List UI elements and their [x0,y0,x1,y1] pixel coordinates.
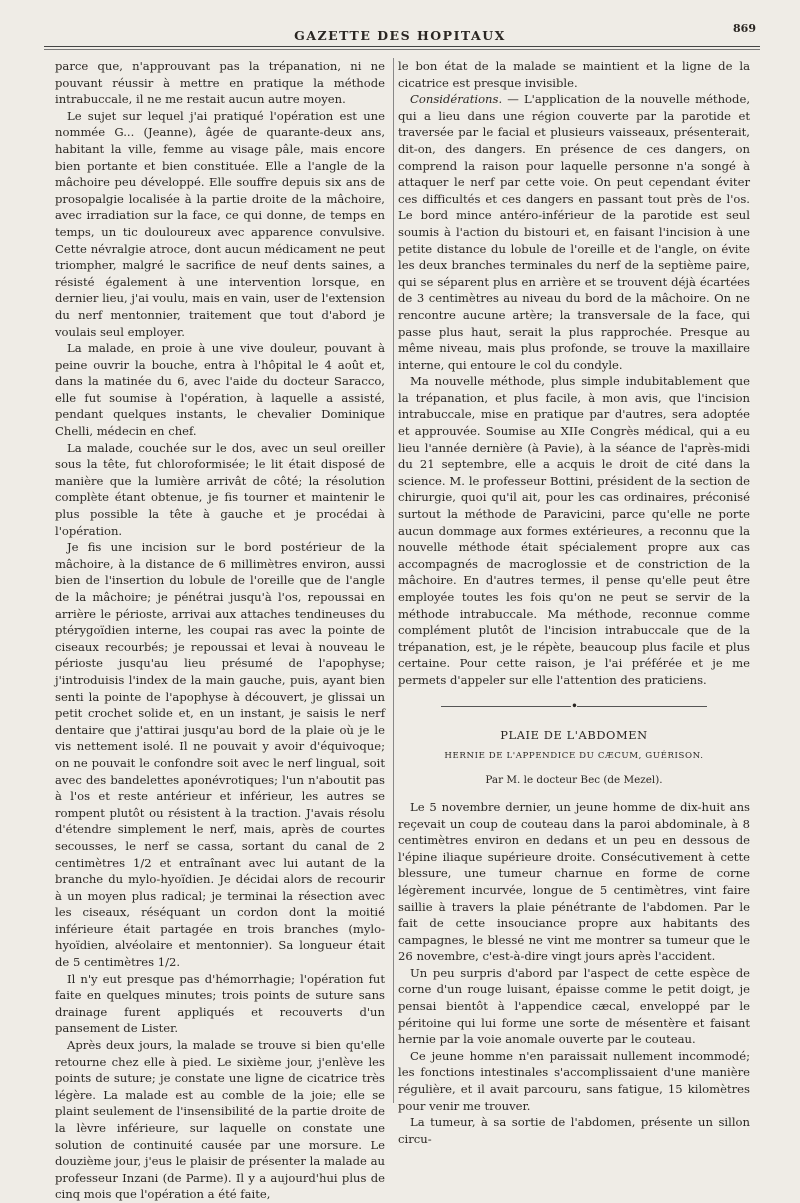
header-rule [44,46,760,47]
paragraph: Ce jeune homme n'en paraissait nullement incommodé; les fonctions intestinales s'accomplissaient d'une manière régulière, et il avait parcouru, sans fatigue, 15 kilomètres pour venir me trouver. [398,1048,750,1113]
section-title: PLAIE DE L'ABDOMEN [500,728,648,743]
page-number: 869 [733,22,756,35]
separator-ornament: • [571,700,577,712]
paragraph: parce que, n'approuvant pas la trépanation, ni ne pouvant réussir à mettre en pratique la méthode intrabuccale, il ne me restait aucun autre moyen. [55,59,385,107]
paragraph-considerations [398,91,750,373]
paragraph: Un peu surpris d'abord par l'aspect de cette espèce de corne d'un rouge luisant, épaisse comme le petit doigt, je pensai bientôt à l'appendice cæcal, enveloppé par le péritoine qui lui forme une sorte de mésentère et faisant hernie par la voie anomale ouverte par le couteau. [398,965,750,1047]
paragraph: Ma nouvelle méthode, plus simple indubitablement que la trépanation, et plus facile, à mon avis, que l'incision intrabuccale, mise en pratique par d'autres, sera adoptée et approuvée. Soumise au XIIe Congrès médical, qui a eu lieu l'année dernière (à Pavie), à la séance de l'après-midi du 21 septembre, elle a acquis le droit de cité dans la science. M. le professeur Bottini, président de la section de chirurgie, quoi qu'il ait, pour les cas ordinaires, préconisé surtout la méthode de Paravicini, parce qu'elle ne porte aucun dommage aux formes extérieures, a reconnu que la nouvelle méthode était spécialement propre aux cas accompagnés de macroglossie et de constriction de la mâchoire. En d'autres termes, il pense qu'elle peut être employée toutes les fois qu'on ne peut se servir de la méthode intrabuccale. Ma méthode, reconnue comme complément plutôt de l'incision intrabuccale que de la trépanation, est, je le répète, beaucoup plus facile et plus certaine. Pour cette raison, je l'ai préférée et je me permets d'appeler sur elle l'attention des praticiens. [398,374,750,687]
paragraph: Le sujet sur lequel j'ai pratiqué l'opération est une nommée G... (Jeanne), âgée de quarante-deux ans, habitant la ville, femme au visage pâle, mais encore bien portante et bien constituée. Elle a l'angle de la mâchoire peu développé. Elle souffre depuis six ans de prosopalgie localisée à la partie droite de la mâchoire, avec irradiation sur la face, ce qui donne, de temps en temps, un tic douloureux avec apparence convulsive. Cette névralgie atroce, dont aucun médicament ne peut triompher, malgré le sacrifice de neuf dents saines, a résisté également à une intervention lorsque, en dernier lieu, j'ai voulu, mais en vain, user de l'extension du nerf mentonnier, traitement que tout d'abord je voulais seul employer. [55,108,385,339]
paragraph: La tumeur, à sa sortie de l'abdomen, présente un sillon circu- [398,1115,750,1146]
considerations-label: Considérations. [410,92,503,107]
section-author: Par M. le docteur Bec (de Mezel). [485,774,663,787]
paragraph: La malade, en proie à une vive douleur, pouvant à peine ouvrir la bouche, entra à l'hôpital le 4 août et, dans la matinée du 6, avec l'aide du docteur Saracco, elle fut soumise à l'opération, à laquelle a assisté, pendant quelques instants, le chevalier Dominique Chelli, médecin en chef. [55,341,385,439]
paragraph: Après deux jours, la malade se trouve si bien qu'elle retourne chez elle à pied. Le sixième jour, j'enlève les points de suture; je constate une ligne de cicatrice très légère. La malade est au comble de la joie; elle se plaint seulement de l'insensibilité de la partie droite de la lèvre inférieure, sur laquelle on constate une solution de continuité causée par une morsure. Le douzième jour, j'eus le plaisir de présenter la malade au professeur Inzani (de Parme). Il y a aujourd'hui plus de cinq mois que l'opération a été faite, [55,1038,385,1202]
section-subtitle: HERNIE DE L'APPENDICE DU CÆCUM, GUÉRISON. [444,750,704,761]
considerations-text: — L'application de la nouvelle méthode, qui a lieu dans une région couverte par la parotide et traversée par le facial et plusieurs vaisseaux, présenterait, dit-on, des dangers. En présence de ces dangers, on comprend la raison pour laquelle personne n'a songé à attaquer le nerf par cette voie. On peut cependant éviter ces difficultés et ces dangers en passant tout près de l'os. Le bord mince antéro-inférieur de la parotide est seul soumis à l'action du bistouri et, en faisant l'incision à une petite distance du lobule de l'oreille et de l'angle, on évite les deux branches terminales du nerf de la septième paire, qui se séparent plus en arrière et se trouvent déjà écartées de 3 centimètres au niveau du bord de la mâchoire. On ne rencontre aucune artère; la transversale de la face, qui passe plus haut, serait la plus rapprochée. Presque au même niveau, mais plus profonde, se trouve la maxillaire interne, qui entoure le col du condyle. [398,92,751,372]
paragraph: Je fis une incision sur le bord postérieur de la mâchoire, à la distance de 6 millimètres environ, aussi bien de l'insertion du lobule de l'oreille que de l'angle de la mâchoire; je pénétrai jusqu'à l'os, repoussai en arrière le périoste, arrivai aux attaches tendineuses du ptérygoïdien interne, les coupai ras avec la pointe de ciseaux recourbés; je repoussai et levai à nouveau le périoste jusqu'au lieu présumé de l'apophyse; j'introduisis l'index de la main gauche, puis, ayant bien senti la pointe de l'apophyse à découvert, je glissai un petit crochet solide et, en un instant, je saisis le nerf dentaire que j'attirai jusqu'au bord de la plaie où je le vis nettement isolé. Il ne pouvait y avoir d'équivoque; on ne pouvait le confondre soit avec le nerf lingual, soit avec des bandelettes aponévrotiques; l'un n'aboutit pas à l'os et reste antérieur et inférieur, les autres se rompent plutôt ou résistent à la traction. J'avais résolu d'étendre simplement le nerf, mais, après de courtes secousses, le nerf se cassa, sortant du canal de 2 centimètres 1/2 et entraînant avec lui autant de la branche du mylo-hyoïdien. Je décidai alors de recourir à un moyen plus radical; je terminai la résection avec les ciseaux, réséquant un cordon dont la moitié inférieure était partagée en trois branches (mylo-hyoïdien, alvéolaire et mentonnier). Sa longueur était de 5 centimètres 1/2. [55,540,385,970]
section-separator [398,699,750,716]
right-column [398,58,750,1147]
paragraph: le bon état de la malade se maintient et la ligne de la cicatrice est presque invisible. [398,59,750,90]
paragraph: Le 5 novembre dernier, un jeune homme de dix-huit ans reçevait un coup de couteau dans la paroi abdominale, à 8 centimètres environ en dedans et un peu en dessous de l'épine iliaque supérieure droite. Consécutivement à cette blessure, une tumeur charnue en forme de corne légèrement incurvée, longue de 5 centimètres, vint faire saillie à travers la plaie pénétrante de l'abdomen. Par le fait de cette insouciance propre aux habitants des campagnes, le blessé ne vint me montrer sa tumeur que le 26 novembre, c'est-à-dire vingt jours après l'accident. [398,799,750,964]
journal-title: GAZETTE DES HOPITAUX [294,28,506,43]
column-divider [393,58,394,1103]
left-column [55,58,385,1203]
paragraph: La malade, couchée sur le dos, avec un seul oreiller sous la tête, fut chloroformisée; le lit était disposé de manière que la lumière arrivât de côté; la résolution complète étant obtenue, je fis tourner et maintenir le plus possible la tête à gauche et je procédai à l'opération. [55,440,385,538]
header-rule-secondary [44,49,760,50]
paragraph: Il n'y eut presque pas d'hémorrhagie; l'opération fut faite en quelques minutes; trois points de suture sans drainage furent appliqués et recouverts d'un pansement de Lister. [55,971,385,1036]
